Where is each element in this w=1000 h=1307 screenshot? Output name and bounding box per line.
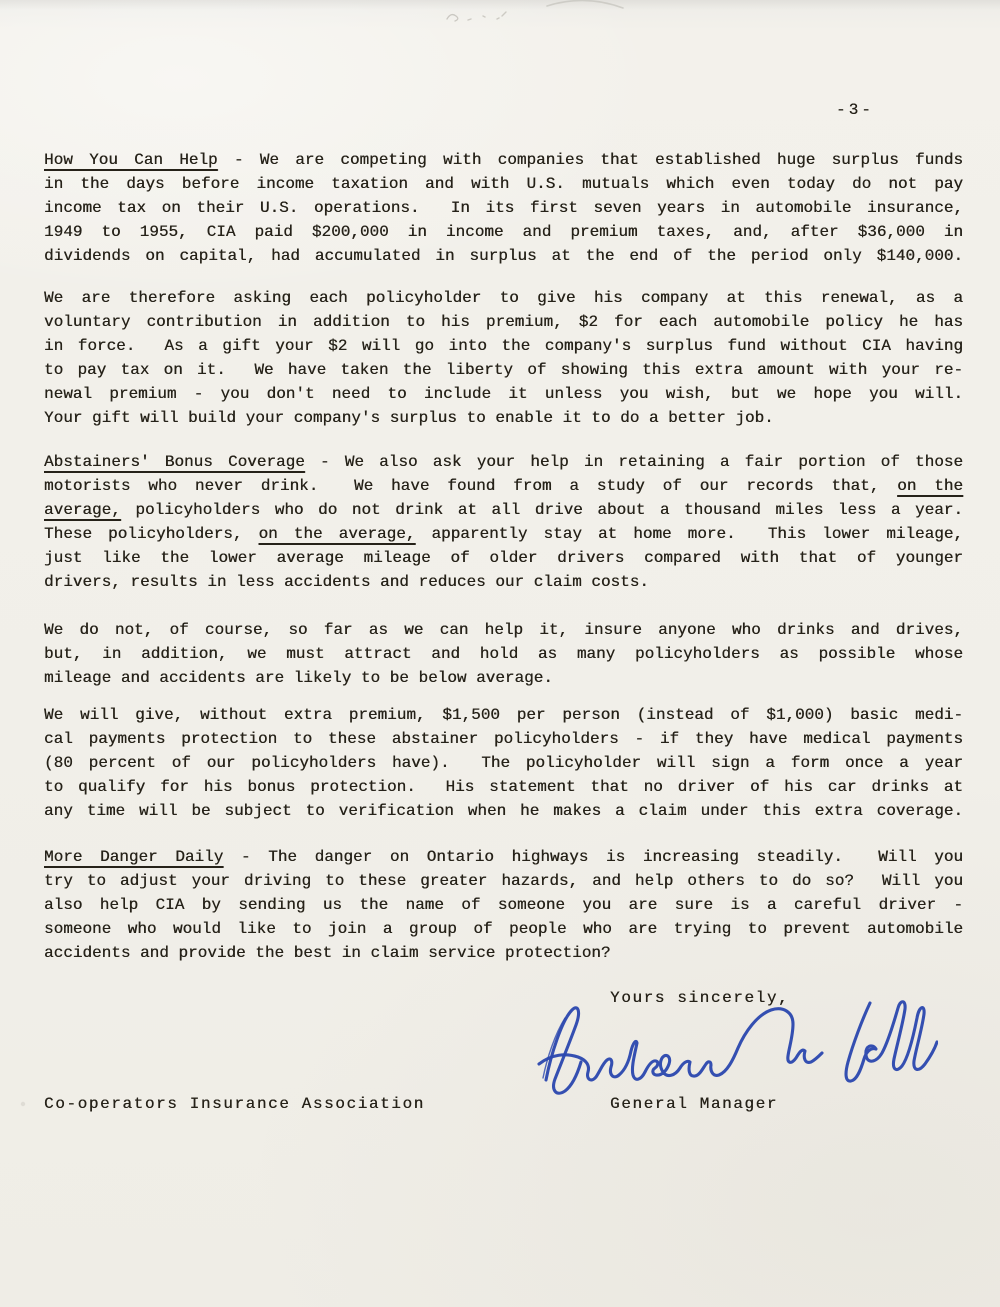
text-run: apparently stay at home more. This lower mileage, xyxy=(415,525,964,543)
text-line xyxy=(44,220,963,244)
text-run: These policyholders, xyxy=(44,525,259,543)
text-run: motorists who never drink. We have found from a study of our records that, xyxy=(44,477,898,495)
text-line xyxy=(44,450,963,474)
signer-title: General Manager xyxy=(610,1095,779,1113)
text-line xyxy=(44,406,963,430)
text-run: any time will be subject to verification when he makes a claim under this extra coverage. xyxy=(44,802,963,820)
text-line xyxy=(44,799,963,823)
text-run: just like the lower average mileage of older drivers compared with that of younger xyxy=(44,549,963,567)
text-run: Your gift will build your company's surplus to enable it to do a better job. xyxy=(44,409,774,427)
text-line xyxy=(44,148,963,172)
text-line xyxy=(44,358,963,382)
text-line xyxy=(44,893,963,917)
text-run: (80 percent of our policyholders have). The policyholder will sign a form once a year xyxy=(44,754,963,772)
text-line xyxy=(44,570,963,594)
text-line xyxy=(44,775,963,799)
text-line xyxy=(44,869,963,893)
text-run: cal payments protection to these abstainer policyholders - if they have medical payments xyxy=(44,730,963,748)
underlined-text: Abstainers' Bonus Coverage xyxy=(44,453,305,471)
text-line xyxy=(44,751,963,775)
text-run: try to adjust your driving to these greater hazards, and help others to do so? Will you xyxy=(44,872,963,890)
text-run: We do not, of course, so far as we can help it, insure anyone who drinks and drives, xyxy=(44,621,963,639)
paragraph-voluntary-contribution xyxy=(44,286,963,430)
text-line xyxy=(44,727,963,751)
text-run: We are therefore asking each policyholder to give his company at this renewal, as a xyxy=(44,289,963,307)
text-line xyxy=(44,917,963,941)
text-line xyxy=(44,382,963,406)
text-run: accidents and provide the best in claim service protection? xyxy=(44,944,611,962)
text-run: to pay tax on it. We have taken the liberty of showing this extra amount with your re- xyxy=(44,361,963,379)
text-run: policyholders who do not drink at all drive about a thousand miles less a year. xyxy=(120,501,963,519)
text-run: income tax on their U.S. operations. In its first seven years in automobile insurance, xyxy=(44,199,963,217)
text-run: in force. As a gift your $2 will go into the company's surplus fund without CIA having xyxy=(44,337,963,355)
handwritten-signature-andrew-hebb xyxy=(536,996,938,1102)
organization-name: Co-operators Insurance Association xyxy=(44,1095,425,1113)
paragraph-below-average-policyholders xyxy=(44,618,963,690)
underlined-text: on the average, xyxy=(258,525,416,543)
underlined-text: How You Can Help xyxy=(44,151,218,169)
text-run: 1949 to 1955, CIA paid $200,000 in income and premium taxes, and, after $36,000 in xyxy=(44,223,963,241)
text-run: but, in addition, we must attract and hold as many policyholders as possible whose xyxy=(44,645,963,663)
text-line xyxy=(44,498,963,522)
text-line xyxy=(44,642,963,666)
text-run: to qualify for his bonus protection. His statement that no driver of his car drinks at xyxy=(44,778,963,796)
text-run: mileage and accidents are likely to be below average. xyxy=(44,669,553,687)
page-number: -3- xyxy=(836,101,874,119)
underlined-text: More Danger Daily xyxy=(44,848,224,866)
text-line xyxy=(44,244,963,268)
text-line xyxy=(44,310,963,334)
underlined-text: on the xyxy=(897,477,964,495)
text-run: dividends on capital, had accumulated in surplus at the end of the period only $140,000. xyxy=(44,247,963,265)
text-line xyxy=(44,196,963,220)
text-run: also help CIA by sending us the name of someone you are sure is a careful driver - xyxy=(44,896,963,914)
text-run: in the days before income taxation and with U.S. mutuals which even today do not pay xyxy=(44,175,963,193)
text-line xyxy=(44,845,963,869)
text-run: We will give, without extra premium, $1,500 per person (instead of $1,000) basic medi- xyxy=(44,706,963,724)
text-run: someone who would like to join a group of people who are trying to prevent automobile xyxy=(44,920,963,938)
paragraph-abstainers-bonus-coverage xyxy=(44,450,963,594)
text-line xyxy=(44,703,963,727)
paragraph-more-danger-daily xyxy=(44,845,963,965)
text-run: drivers, results in less accidents and reduces our claim costs. xyxy=(44,573,649,591)
text-run: - We also ask your help in retaining a fair portion of those xyxy=(304,453,963,471)
text-run: voluntary contribution in addition to his premium, $2 for each automobile policy he has xyxy=(44,313,963,331)
text-line xyxy=(44,522,963,546)
text-run: - We are competing with companies that established huge surplus funds xyxy=(217,151,964,169)
text-line xyxy=(44,334,963,358)
valediction: Yours sincerely, xyxy=(610,989,790,1007)
text-line xyxy=(44,941,963,965)
text-line xyxy=(44,286,963,310)
underlined-text: average, xyxy=(44,501,121,519)
paragraph-medical-payments-bonus xyxy=(44,703,963,823)
text-run: - The danger on Ontario highways is increasing steadily. Will you xyxy=(223,848,963,866)
text-line xyxy=(44,546,963,570)
text-line xyxy=(44,666,963,690)
paragraph-how-you-can-help xyxy=(44,148,963,268)
text-line xyxy=(44,172,963,196)
text-line xyxy=(44,474,963,498)
text-run: newal premium - you don't need to include it unless you wish, but we hope you will. xyxy=(44,385,963,403)
text-line xyxy=(44,618,963,642)
